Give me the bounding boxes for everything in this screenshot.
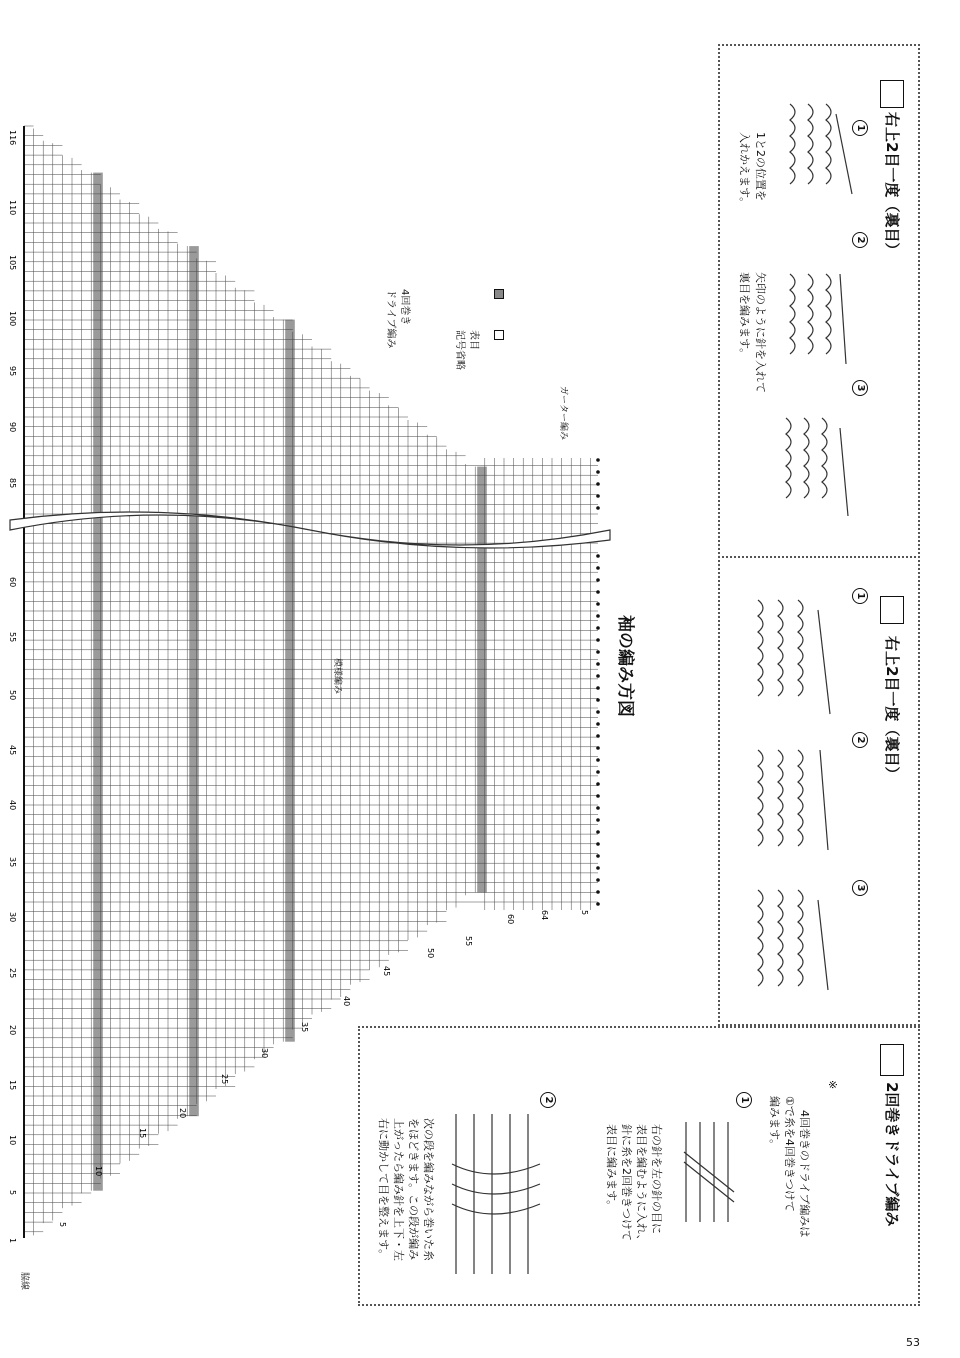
section3-note-2: ①で糸を4回巻きつけて [783, 1096, 796, 1212]
stitch-number: 30 [260, 1048, 269, 1059]
stitch-number: 35 [300, 1022, 309, 1033]
page-number: 53 [906, 1336, 920, 1349]
section1-step2-text-1: 矢印のように針を入れて [754, 272, 767, 393]
legend-gray-label: 4回巻き [399, 289, 410, 326]
garter-dot [596, 722, 600, 726]
garter-dot [596, 650, 600, 654]
row-number: 15 [8, 1080, 17, 1091]
row-number: 35 [8, 857, 17, 868]
garter-dot [596, 866, 600, 870]
drive-knit-stripe [189, 246, 199, 1116]
garter-dot [596, 734, 600, 738]
section1-step3-num: 3 [852, 380, 868, 396]
row-number: 85 [8, 478, 17, 489]
section1-step2-text-2: 裏目を編みます。 [738, 272, 751, 360]
row-number: 95 [8, 366, 17, 377]
illustration-section1-step3 [776, 408, 856, 520]
row-number: 110 [8, 200, 17, 216]
row-number: 60 [8, 577, 17, 588]
stitch-number: 25 [220, 1074, 229, 1085]
section1-step1-num: 1 [852, 120, 868, 136]
legend-blank-swatch [494, 330, 504, 340]
garter-dot [596, 470, 600, 474]
garter-dot [596, 830, 600, 834]
section1-step1-text-1: 1と2の位置を [754, 132, 767, 201]
section3-step1-num: 1 [736, 1092, 752, 1108]
garter-dot [596, 506, 600, 510]
garter-label: ガーター編み [558, 386, 568, 441]
garter-dot [596, 854, 600, 858]
section2-title: 右上2目一度（裏目） [883, 636, 901, 782]
section3-step2-text-3: 上がったら編み針を上下・左 [392, 1118, 405, 1261]
garter-dot [596, 578, 600, 582]
illustration-section2-step2 [748, 740, 838, 860]
row-number: 5 [8, 1190, 17, 1196]
legend-gray-note: ドライブ編み [385, 289, 396, 349]
row-number: 10 [8, 1135, 17, 1146]
section3-step2-text-1: 次の段を編みながら巻いた糸 [422, 1118, 435, 1261]
row-number: 116 [8, 130, 17, 146]
garter-dot [596, 566, 600, 570]
section3-symbol-icon [880, 1044, 904, 1076]
section3-note-1: 4回巻きのドライブ編みは [798, 1110, 811, 1238]
stitch-number: 55 [464, 936, 473, 947]
illustration-section3-step1 [676, 1112, 746, 1242]
section1-title: 右上2目一度（裏目） [883, 112, 901, 258]
section3-step1-text-2: 表目を編むように入れ、 [635, 1124, 648, 1246]
stitch-number: 20 [178, 1108, 187, 1119]
section1-step2-num: 2 [852, 232, 868, 248]
section3-step2-text-4: 右に動かして目を整えます。 [377, 1118, 390, 1261]
illustration-section1-step2 [780, 264, 856, 376]
garter-dot [596, 710, 600, 714]
section3-note-3: 編みます。 [768, 1096, 781, 1151]
stitch-number: 5 [580, 910, 589, 916]
garter-dot [596, 890, 600, 894]
garter-dot [596, 782, 600, 786]
section3-note-mark: ※ [826, 1080, 839, 1090]
section3-title: 2回巻きドライブ編み [883, 1082, 901, 1227]
garter-dot [596, 878, 600, 882]
stitch-number: 5 [58, 1222, 67, 1228]
section2-step3-num: 3 [852, 880, 868, 896]
garter-dot [596, 590, 600, 594]
illustration-section3-step2 [446, 1104, 546, 1284]
garter-dot [596, 482, 600, 486]
row-number: 50 [8, 690, 17, 701]
garter-dot [596, 674, 600, 678]
section3-step2-num: 2 [540, 1092, 556, 1108]
pattern-label: 模様編み [332, 658, 342, 695]
row-number: 45 [8, 745, 17, 756]
stitch-number: 64 [540, 910, 549, 921]
drive-knit-stripe [477, 467, 487, 893]
garter-dot [596, 902, 600, 906]
section3-step1-text-1: 右の針を左の針の目に [650, 1124, 663, 1234]
row-number: 55 [8, 632, 17, 643]
stitch-number: 10 [94, 1166, 103, 1177]
garter-dot [596, 494, 600, 498]
garter-dot [596, 698, 600, 702]
garter-dot [596, 806, 600, 810]
section3-step2-text-2: をほどきます。この段が編み [407, 1118, 420, 1261]
garter-dot [596, 458, 600, 462]
garter-dot [596, 554, 600, 558]
garter-dot [596, 602, 600, 606]
row-number: 100 [8, 311, 17, 327]
section3-step1-text-4: 表目に編みます。 [605, 1124, 618, 1212]
garter-dot [596, 746, 600, 750]
garter-dot [596, 794, 600, 798]
section3-step1-text-3: 針に糸を2回巻きつけて [620, 1124, 633, 1241]
drive-knit-stripe [285, 320, 295, 1042]
row-number: 1 [8, 1238, 17, 1244]
garter-dot [596, 614, 600, 618]
section2-step2-num: 2 [852, 732, 868, 748]
row-number: 40 [8, 800, 17, 811]
row-number: 105 [8, 255, 17, 271]
illustration-section1-step1 [780, 94, 856, 206]
row-number: 30 [8, 912, 17, 923]
section2-symbol-icon [880, 596, 904, 624]
illustration-section2-step1 [748, 590, 838, 720]
row-number: 20 [8, 1025, 17, 1036]
section1-step1-text-2: 入れかえます。 [738, 132, 751, 209]
stitch-number: 40 [342, 996, 351, 1007]
garter-dot [596, 626, 600, 630]
stitch-number: 45 [382, 966, 391, 977]
row-number: 25 [8, 968, 17, 979]
chart-title: 袖の編み方図 [615, 615, 635, 717]
garter-dot [596, 770, 600, 774]
stitch-number: 50 [426, 948, 435, 959]
garter-dot [596, 758, 600, 762]
section2-step1-num: 1 [852, 588, 868, 604]
legend-blank-note: 記号省略 [454, 330, 465, 370]
row-number: 90 [8, 422, 17, 433]
legend-gray-swatch [494, 289, 504, 299]
garter-dot [596, 818, 600, 822]
illustration-section2-step3 [748, 880, 838, 1000]
side-line-label: 脇線 [19, 1272, 29, 1291]
garter-dot [596, 686, 600, 690]
stitch-number: 15 [138, 1128, 147, 1139]
garter-dot [596, 662, 600, 666]
garter-dot [596, 842, 600, 846]
legend-blank-label: 表目 [468, 330, 479, 350]
stitch-number: 60 [506, 914, 515, 925]
garter-dot [596, 638, 600, 642]
section1-symbol-icon [880, 80, 904, 108]
